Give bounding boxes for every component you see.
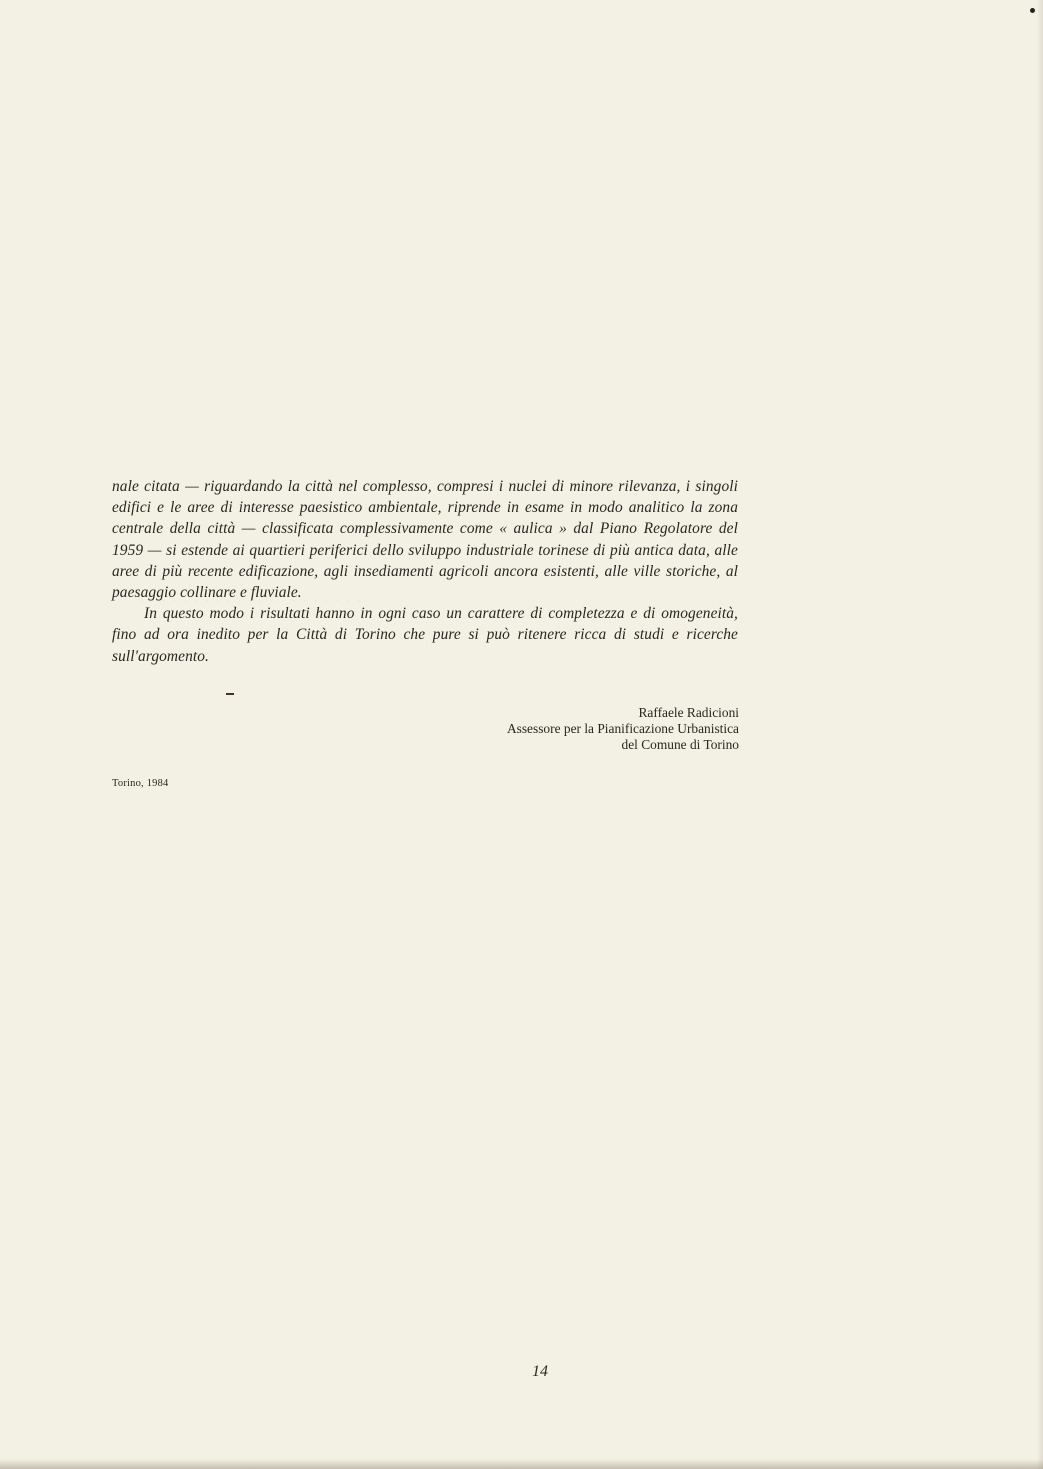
page-number: 14 <box>532 1363 548 1380</box>
paragraph: nale citata — riguardando la città nel complesso, compresi i nuclei di minore rilevanza, i singoli edifici e le aree di interesse paesistico ambientale, riprende in esame in modo analitico la zona centrale della città — classificata complessivamente come « aulica » dal Piano Regolatore del 1959 — si estende ai quartieri periferici dello sviluppo industriale torinese di più antica data, alle aree di più recente edificazione, agli insediamenti agricoli ancora esistenti, alle ville storiche, al paesaggio collinare e fluviale. <box>112 478 738 602</box>
signatory-name: Raffaele Radicioni <box>638 705 739 720</box>
paragraph: In questo modo i risultati hanno in ogni caso un carattere di completezza e di omogeneità, fino ad ora inedito per la Città di Torino che pure si può ritenere ricca di studi e ricerche sull'argomento. <box>112 605 738 665</box>
corner-speck <box>1030 8 1035 13</box>
show-through-bleed <box>112 590 742 1330</box>
signatory-institution: del Comune di Torino <box>621 737 739 753</box>
dash-mark <box>226 693 234 695</box>
place-date: Torino, 1984 <box>112 778 169 789</box>
signature-block <box>409 705 739 754</box>
signatory-role: Assessore per la Pianificazione Urbanistica <box>506 721 739 737</box>
page-edge-shadow <box>1037 0 1043 1469</box>
body-text <box>112 476 738 667</box>
page-bottom-edge <box>0 1459 1043 1469</box>
